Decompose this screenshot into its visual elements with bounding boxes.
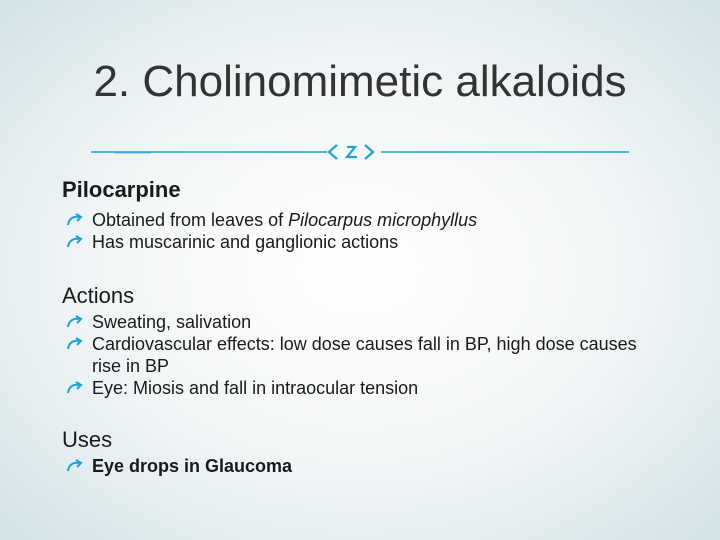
curved-arrow-bullet-icon (66, 213, 84, 227)
list-item (66, 377, 666, 399)
curved-arrow-bullet-icon (66, 315, 84, 329)
list-item (66, 455, 666, 477)
list-item (66, 333, 666, 377)
curved-arrow-bullet-icon (66, 459, 84, 473)
title-divider (91, 142, 629, 162)
section-heading-pilocarpine: Pilocarpine (62, 177, 181, 202)
curved-arrow-bullet-icon (66, 381, 84, 395)
species-name: Pilocarpus microphyllus (288, 210, 478, 230)
bullet-text: Has muscarinic and ganglionic actions (92, 232, 399, 252)
bullet-text: Sweating, salivation (92, 312, 252, 332)
list-item (66, 311, 666, 333)
uses-list (66, 455, 666, 477)
bullet-text: Eye: Miosis and fall in intraocular tension (92, 378, 419, 398)
list-item (66, 231, 666, 253)
bullet-text: Eye drops in Glaucoma (92, 456, 293, 476)
slide-title: 2. Cholinomimetic alkaloids (93, 57, 627, 106)
curved-arrow-bullet-icon (66, 337, 84, 351)
actions-list (66, 311, 666, 399)
section-heading-actions: Actions (62, 283, 135, 308)
section-heading-uses: Uses (62, 427, 113, 452)
list-item (66, 209, 666, 231)
curved-arrow-bullet-icon (66, 235, 84, 249)
chevron-arrows-divider-icon (91, 142, 629, 162)
pilocarpine-list (66, 209, 666, 253)
bullet-text: Cardiovascular effects: low dose causes fall in BP, high dose causes rise in BP (92, 334, 637, 376)
bullet-text: Obtained from leaves of (92, 210, 289, 230)
